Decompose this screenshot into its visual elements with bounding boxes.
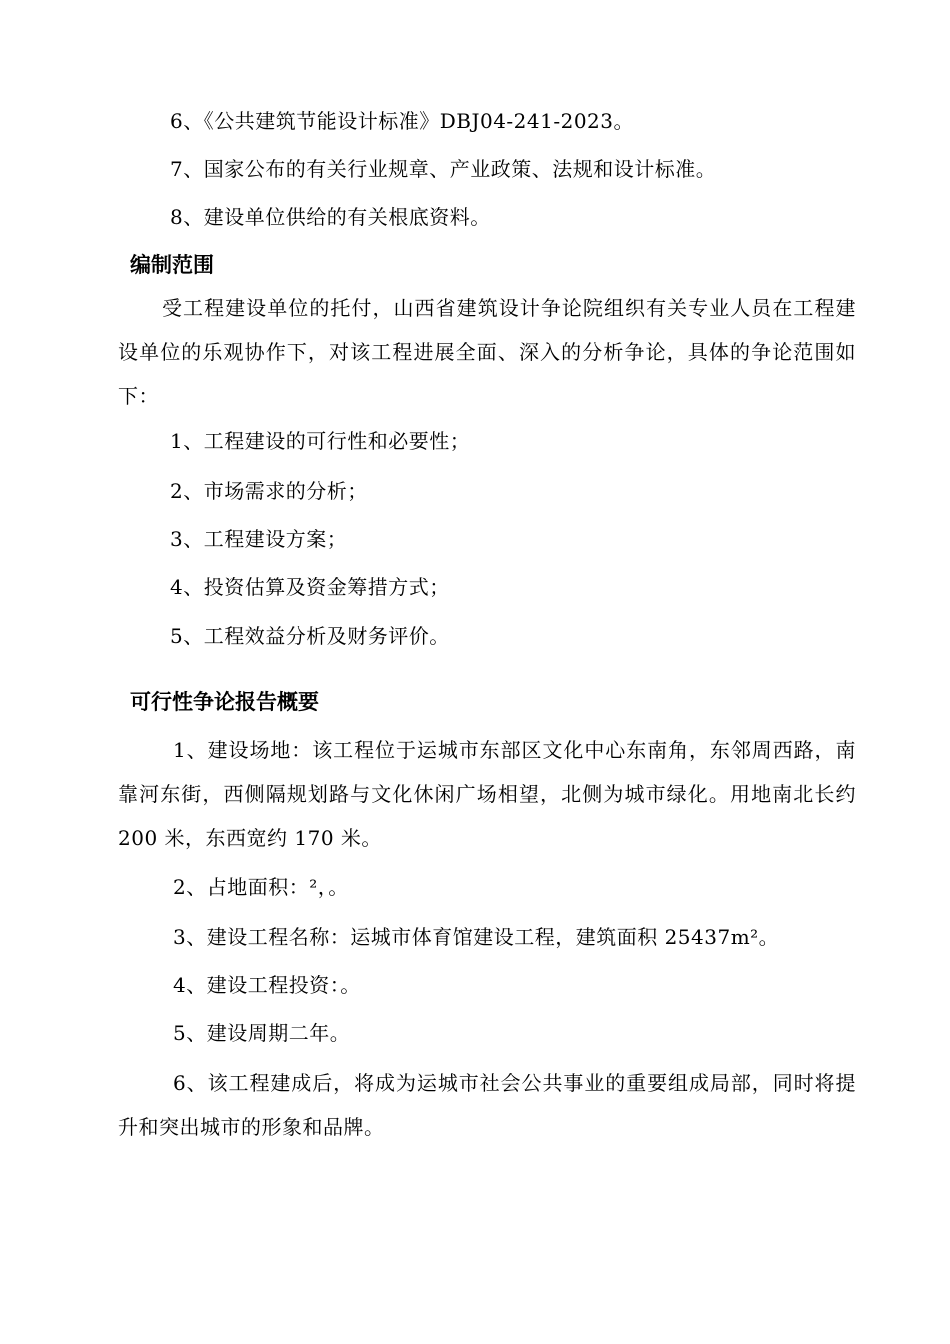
basis-item-8: 8、建设单位供给的有关根底资料。 [170, 205, 491, 229]
summary-item-2: 2、占地面积：²，。 [173, 875, 349, 899]
basis-item-7: 7、国家公布的有关行业规章、产业政策、法规和设计标准。 [170, 157, 717, 181]
scope-intro: 受工程建设单位的托付，山西省建筑设计争论院组织有关专业人员在工程建设单位的乐观协作下，对该工程进展全面、深入的分析争论，具体的争论范围如下： [118, 296, 856, 408]
basis-item-6: 6、《公共建筑节能设计标准》DBJ04-241-2023。 [170, 109, 635, 133]
summary-item-6: 6、该工程建成后，将成为运城市社会公共事业的重要组成局部，同时将提升和突出城市的形象和品牌。 [118, 1071, 856, 1139]
scope-heading: 编制范围 [130, 253, 214, 277]
summary-item-4: 4、建设工程投资：。 [173, 973, 361, 997]
scope-item-4: 4、投资估算及资金筹措方式； [170, 575, 450, 599]
summary-item-5: 5、建设周期二年。 [173, 1021, 351, 1045]
summary-item-1: 1、建设场地：该工程位于运城市东部区文化中心东南角，东邻周西路，南靠河东街，西侧隔规划路与文化休闲广场相望，北侧为城市绿化。用地南北长约 200 米，东西宽约 170 米。 [118, 738, 856, 850]
scope-item-1: 1、工程建设的可行性和必要性； [170, 429, 471, 453]
summary-item-3: 3、建设工程名称：运城市体育馆建设工程，建筑面积 25437m²。 [173, 925, 780, 949]
scope-item-2: 2、市场需求的分析； [170, 479, 368, 503]
summary-heading: 可行性争论报告概要 [130, 690, 319, 714]
scope-item-5: 5、工程效益分析及财务评价。 [170, 624, 450, 648]
scope-item-3: 3、工程建设方案； [170, 527, 348, 551]
